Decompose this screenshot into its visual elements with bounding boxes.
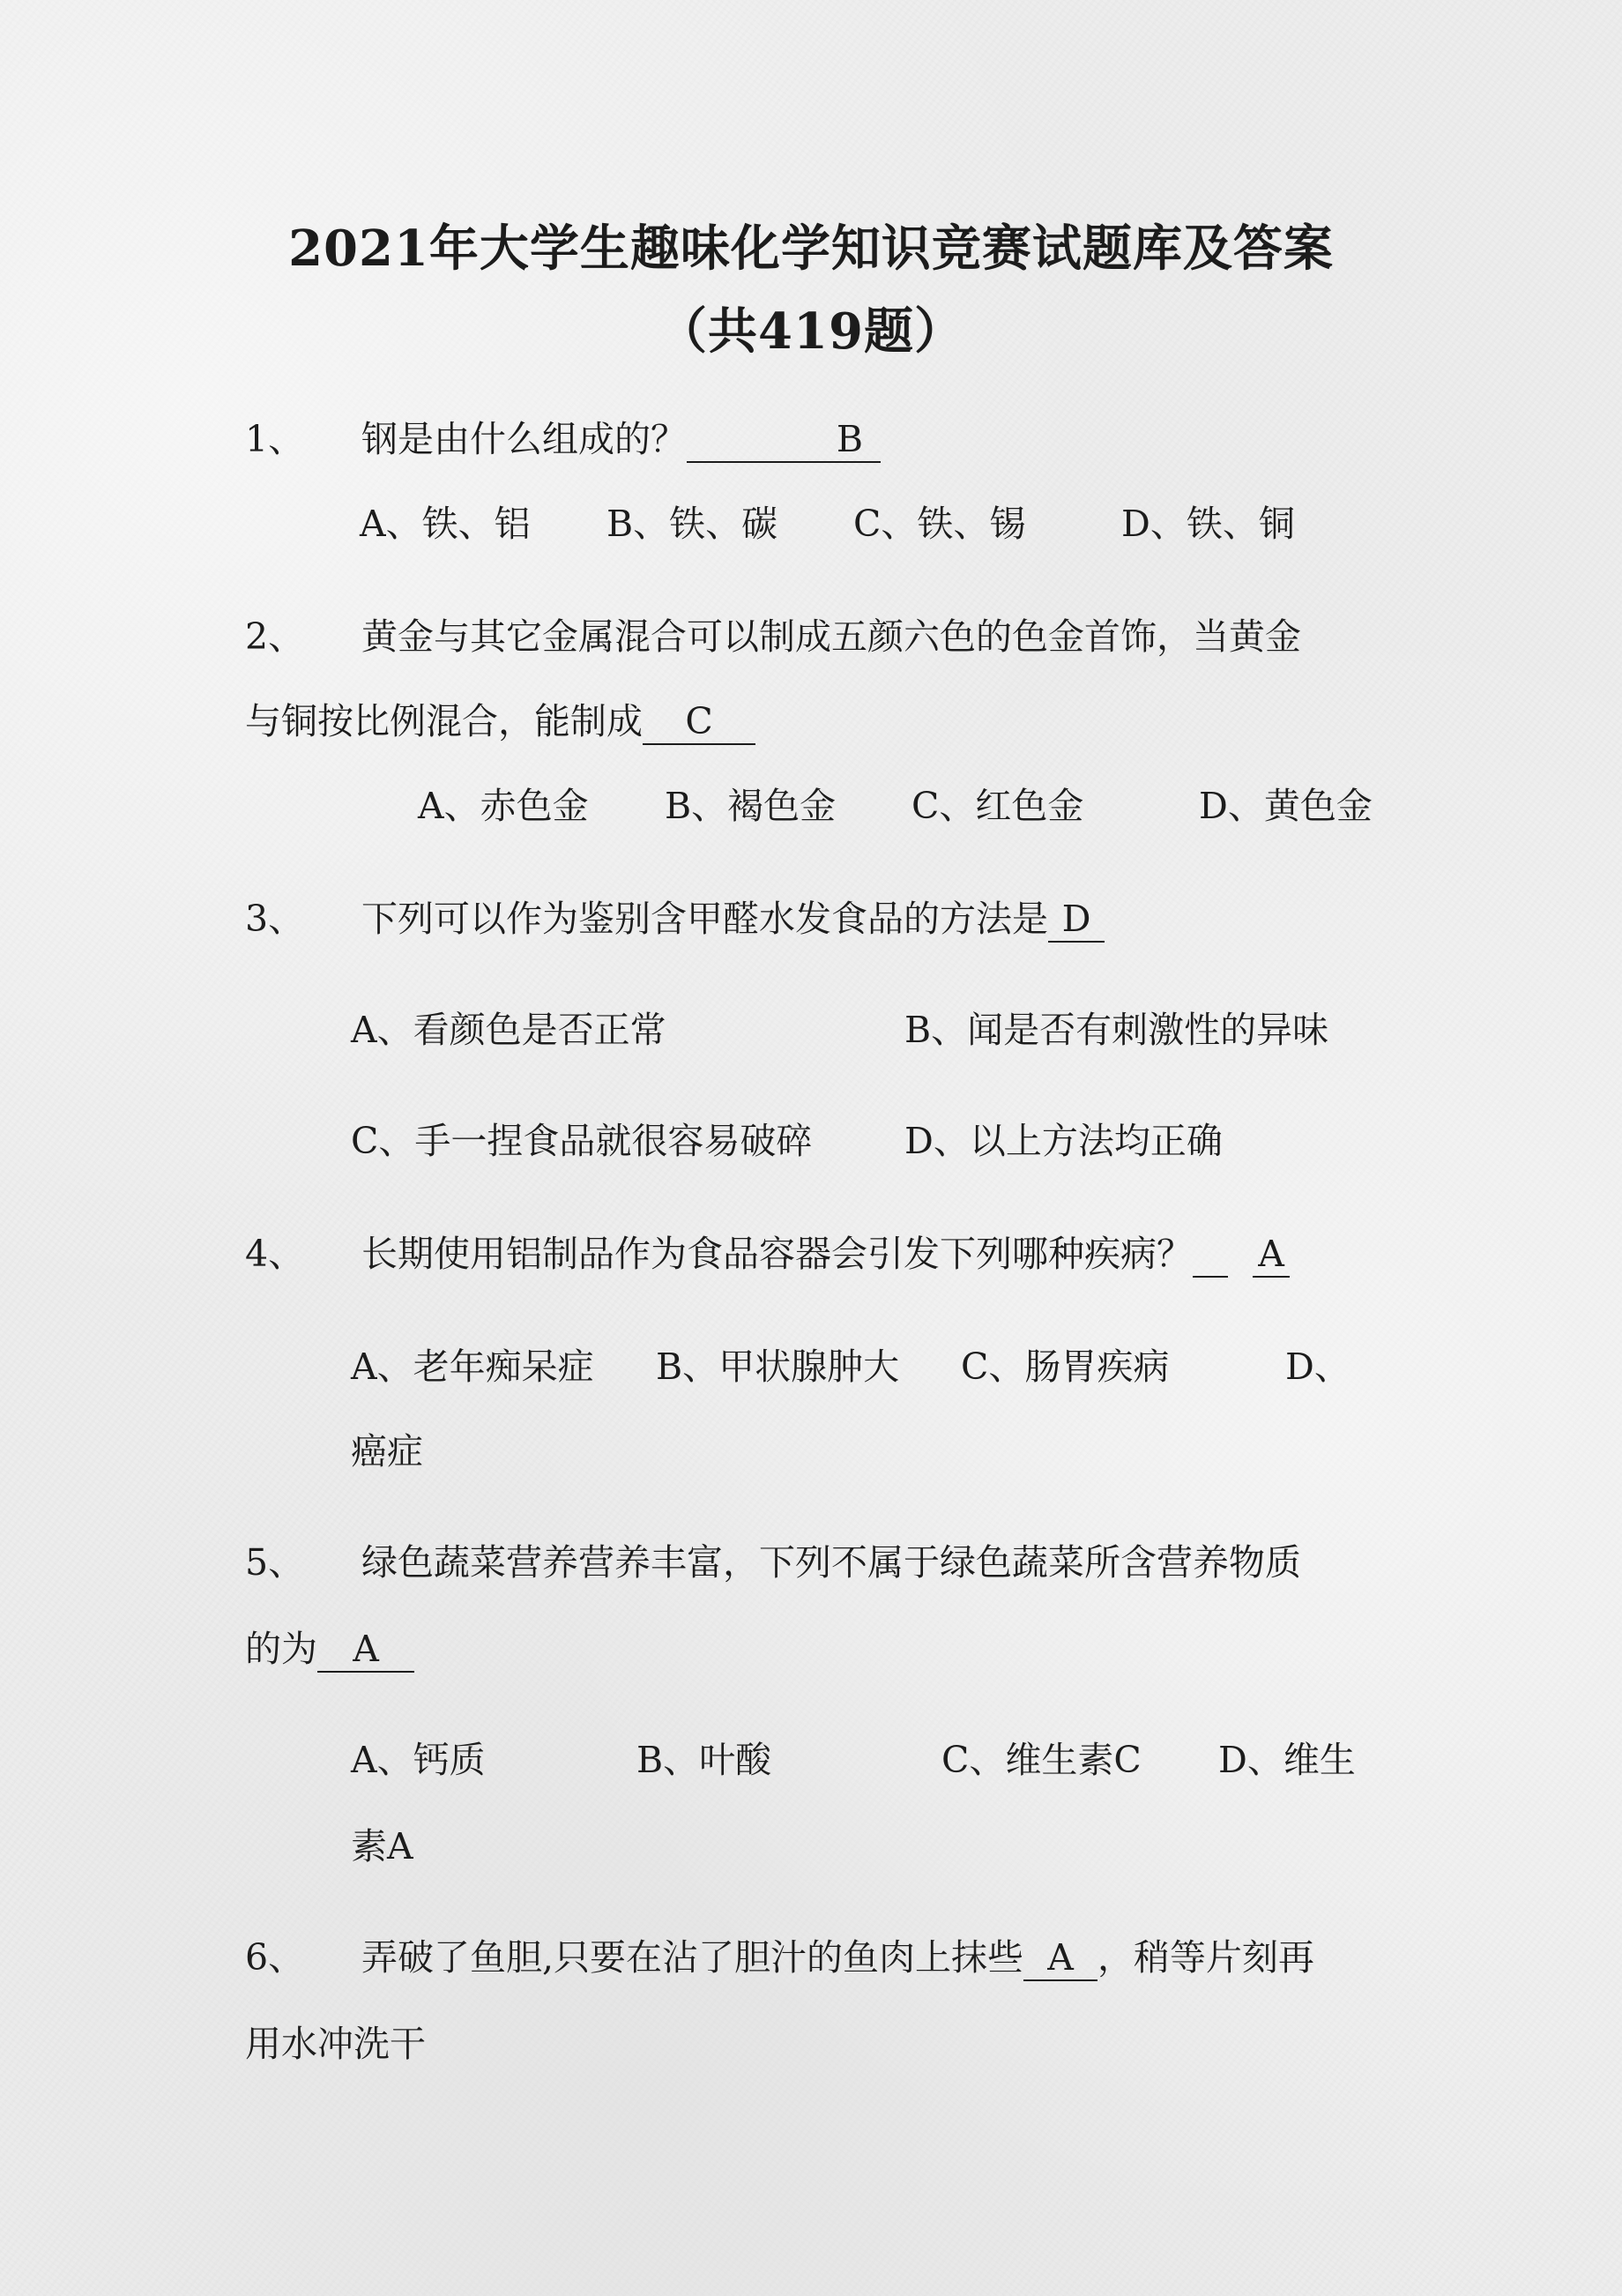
question-stem: 下列可以作为鉴别含甲醛水发食品的方法是 xyxy=(361,898,1048,940)
option-a: A、赤色金 xyxy=(418,785,589,827)
option-a: A、老年痴呆症 xyxy=(351,1346,594,1388)
answer-letter: A xyxy=(1023,1940,1097,1981)
question-number: 3、 xyxy=(245,898,305,940)
option-a: A、铁、铝 xyxy=(360,503,531,545)
answer-letter: A xyxy=(1253,1236,1290,1278)
question-stem: 钢是由什么组成的？ xyxy=(361,418,687,460)
answer-letter: A xyxy=(317,1631,414,1673)
option-a: A、看颜色是否正常 xyxy=(351,1009,666,1051)
answer-letter: B xyxy=(819,421,881,463)
question-text-line2 xyxy=(245,700,755,745)
option-c: C、铁、锡 xyxy=(853,503,1026,545)
answer-blank xyxy=(1193,1236,1228,1278)
question-stem-continued: ，稍等片刻再 xyxy=(1097,1936,1315,1979)
option-d: D、维生 xyxy=(1218,1739,1356,1781)
option-d: D、黄色金 xyxy=(1199,785,1373,827)
option-d: D、以上方法均正确 xyxy=(904,1120,1223,1162)
option-c: C、肠胃疾病 xyxy=(961,1346,1170,1388)
question-text-line1 xyxy=(361,1936,1315,1981)
option-b: B、铁、碳 xyxy=(606,503,778,545)
option-c: C、手一捏食品就很容易破碎 xyxy=(351,1120,813,1162)
question-stem: 与铜按比例混合，能制成 xyxy=(245,700,643,742)
question-text-line2: 用水冲洗干 xyxy=(245,2023,426,2065)
question-number: 4、 xyxy=(245,1233,305,1275)
question-number: 5、 xyxy=(245,1541,305,1584)
question-number: 1、 xyxy=(245,418,305,460)
document-title: 2021年大学生趣味化学知识竞赛试题库及答案 xyxy=(288,220,1334,278)
option-d-continued: 癌症 xyxy=(351,1430,423,1472)
option-a: A、钙质 xyxy=(351,1739,486,1781)
question-text-line2 xyxy=(245,1628,414,1673)
option-b: B、甲状腺肿大 xyxy=(656,1346,900,1388)
answer-letter: D xyxy=(1048,901,1105,943)
option-b: B、叶酸 xyxy=(636,1739,772,1781)
answer-blank xyxy=(687,421,819,463)
option-b: B、闻是否有刺激性的异味 xyxy=(904,1009,1329,1051)
question-text-line1: 黄金与其它金属混合可以制成五颜六色的色金首饰，当黄金 xyxy=(361,615,1301,658)
option-d: D、 xyxy=(1285,1346,1350,1388)
question-stem: 长期使用铝制品作为食品容器会引发下列哪种疾病？ xyxy=(361,1233,1193,1275)
option-c: C、红色金 xyxy=(911,785,1084,827)
option-d-continued: 素A xyxy=(351,1825,413,1867)
question-number: 6、 xyxy=(245,1936,305,1979)
question-stem: 的为 xyxy=(245,1628,317,1670)
question-text-line1: 绿色蔬菜营养营养丰富，下列不属于绿色蔬菜所含营养物质 xyxy=(361,1541,1301,1584)
question-number: 2、 xyxy=(245,615,305,658)
question-text xyxy=(361,1233,1290,1278)
question-stem: 弄破了鱼胆,只要在沾了胆汁的鱼肉上抹些 xyxy=(361,1936,1024,1979)
question-text xyxy=(361,898,1105,943)
option-b: B、褐色金 xyxy=(665,785,837,827)
question-text xyxy=(361,418,881,463)
answer-letter: C xyxy=(643,704,755,745)
option-d: D、铁、铜 xyxy=(1121,503,1295,545)
option-c: C、维生素C xyxy=(941,1739,1142,1781)
document-subtitle: （共419题） xyxy=(658,302,964,361)
